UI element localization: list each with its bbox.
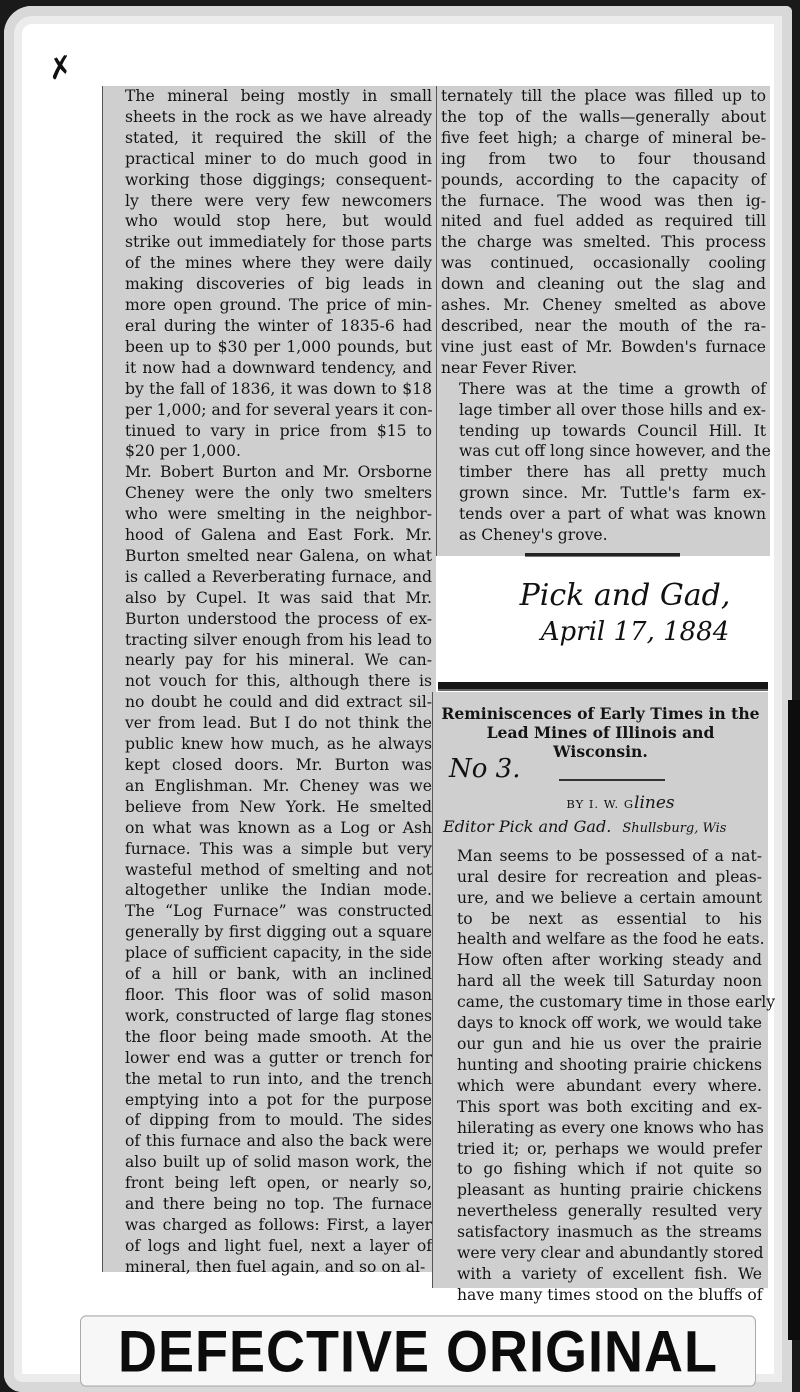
text-line: ure, and we believe a certain amount [457, 888, 762, 907]
text-line: believe from New York. He smelted [125, 797, 432, 816]
handwritten-source-note [480, 578, 770, 650]
paragraph-mineral-prices [107, 86, 432, 462]
text-line: also built up of solid mason work, the [125, 1153, 432, 1172]
text-line: the floor being made smooth. At the [125, 1027, 432, 1046]
text-line: There was at the time a growth of [459, 379, 766, 398]
text-line: have many times stood on the bluffs of [457, 1285, 763, 1304]
text-line: vine just east of Mr. Bowden's furnace [441, 337, 766, 356]
text-line: with a variety of excellent fish. We [457, 1264, 762, 1283]
salutation-handwritten-location: Shullsburg, Wis [622, 820, 727, 836]
text-line: nited and fuel added as required till [441, 212, 766, 231]
text-line: and there being no top. The furnace [125, 1195, 432, 1214]
text-line: by the fall of 1836, it was down to $18 [125, 379, 432, 398]
text-line: stated, it required the skill of the [125, 128, 432, 147]
text-line: generally by first digging out a square [125, 923, 432, 942]
text-line: tending up towards Council Hill. It [459, 421, 766, 440]
byline-handwritten: lines [634, 793, 675, 813]
text-line: grown since. Mr. Tuttle's farm ex- [459, 484, 766, 503]
text-line: near Fever River. [441, 358, 578, 377]
salutation [443, 817, 762, 840]
text-line: Mr. Bobert Burton and Mr. Orsborne [125, 463, 432, 482]
text-line: ashes. Mr. Cheney smelted as above [441, 296, 766, 315]
text-line: came, the customary time in those early [457, 993, 776, 1012]
text-line: the furnace. The wood was then ig- [441, 191, 766, 210]
text-line: ver from lead. But I do not think the [125, 714, 432, 733]
text-line: altogether unlike the Indian mode. [125, 881, 432, 900]
text-line: described, near the mouth of the ra- [441, 316, 766, 335]
section-divider-rule [525, 553, 680, 557]
text-line: Burton understood the process of ex- [125, 609, 432, 628]
right-column-continuation [436, 86, 770, 556]
article-headline: Reminiscences of Early Times in the Lead Mines of Illinois and Wisconsin. [441, 704, 760, 761]
text-line: also by Cupel. It was said that Mr. [125, 588, 432, 607]
text-line: Burton smelted near Galena, on what [125, 546, 432, 565]
text-line: The “Log Furnace” was constructed [125, 902, 432, 921]
text-line: lage timber all over those hills and ex- [459, 400, 766, 419]
text-line: mineral, then fuel again, and so on al- [125, 1257, 426, 1276]
text-line: the charge was smelted. This process [441, 233, 766, 252]
text-line: per 1,000; and for several years it con- [125, 400, 433, 419]
text-line: was continued, occasionally cooling [441, 254, 766, 273]
text-line: tried it; or, perhaps we would prefer [457, 1139, 762, 1158]
text-line: furnace. This was a simple but very [125, 839, 432, 858]
text-line: The mineral being mostly in small [125, 87, 432, 105]
text-line: emptying into a pot for the purpose [125, 1090, 432, 1109]
text-line: down and cleaning out the slag and [441, 275, 766, 294]
text-line: hard all the week till Saturday noon [457, 972, 762, 991]
text-line: timber there has all pretty much [459, 463, 766, 482]
text-line: eral during the winter of 1835-6 had [125, 316, 432, 335]
text-line: making discoveries of big leads in [125, 275, 432, 294]
text-line: no doubt he could and did extract sil- [125, 693, 432, 712]
text-line: front being left open, or nearly so, [125, 1174, 432, 1193]
text-line: were very clear and abundantly stored [457, 1244, 764, 1263]
text-line: wasteful method of smelting and not [125, 860, 432, 879]
text-line: This sport was both exciting and ex- [457, 1097, 762, 1116]
text-line: of this furnace and also the back were [125, 1132, 432, 1151]
text-line: lower end was a gutter or trench for [125, 1048, 432, 1067]
text-line: tracting silver enough from his lead to [125, 630, 432, 649]
article-column [432, 692, 776, 1304]
text-line: nevertheless generally resulted very [457, 1202, 762, 1221]
text-line: hilerating as every one knows who has [457, 1118, 764, 1137]
text-line: as Cheney's grove. [459, 526, 608, 545]
text-line: our gun and hie us over the prairie [457, 1034, 762, 1053]
text-line: kept closed doors. Mr. Burton was [125, 756, 432, 774]
text-line: working those diggings; consequent- [125, 170, 432, 189]
text-line: nearly pay for his mineral. We can- [125, 651, 432, 670]
paragraph-furnace-continued [441, 86, 766, 379]
text-line: the top of the walls—generally about [441, 107, 766, 126]
text-line: satisfactory inasmuch as the streams [457, 1223, 762, 1242]
text-line: is called a Reverberating furnace, and [125, 567, 432, 586]
text-line: of logs and light fuel, next a layer of [125, 1236, 432, 1255]
corner-check-mark-icon: ✗ [45, 49, 76, 88]
text-line: of the mines where they were daily [125, 254, 432, 273]
text-line: tends over a part of what was known [459, 505, 766, 524]
text-line: ly there were very few newcomers [125, 191, 432, 210]
text-line: an Englishman. Mr. Cheney was we [125, 776, 432, 795]
text-line: sheets in the rock as we have already [125, 107, 432, 126]
text-line: more open ground. The price of min- [125, 296, 432, 315]
text-line: public knew how much, as he always [125, 735, 432, 754]
text-line: days to knock off work, we would take [457, 1014, 762, 1033]
text-line: ternately till the place was filled up to [441, 87, 766, 105]
text-line: who were smelting in the neighbor- [125, 505, 432, 524]
paragraph-timber [441, 379, 771, 546]
text-line: was cut off long since however, and the [459, 442, 771, 461]
text-line: pleasant as hunting prairie chickens [457, 1181, 762, 1200]
text-line: it now had a downward tendency, and [125, 358, 432, 377]
text-line: which were abundant every where. [457, 1076, 762, 1095]
text-line: hood of Galena and East Fork. Mr. [125, 526, 432, 545]
text-line: floor. This floor was of solid mason [125, 985, 432, 1004]
text-line: been up to $30 per 1,000 pounds, but [125, 337, 432, 356]
byline-printed: BY I. W. G [566, 797, 635, 811]
text-line: to go fishing which if not quite so [457, 1160, 762, 1179]
text-line: the metal to run into, and the trench [125, 1069, 432, 1088]
salutation-printed: Editor Pick and Gad. [443, 816, 612, 836]
handwritten-source: Pick and Gad, [519, 578, 731, 613]
paragraph-recreation [439, 846, 765, 951]
handwritten-date: April 17, 1884 [540, 617, 730, 647]
text-line: to be next as essential to his [457, 909, 762, 928]
text-line: ing from two to four thousand [441, 149, 766, 168]
text-line: place of sufficient capacity, in the side [125, 944, 432, 963]
scan-edge-shadow [788, 700, 800, 1340]
text-line: on what was known as a Log or Ash [125, 818, 432, 837]
text-line: tinued to vary in price from $15 to [125, 421, 432, 440]
paragraph-smelters [107, 462, 432, 1277]
text-line: of a hill or bank, with an inclined [125, 965, 432, 984]
text-line: of dipping from to mould. The sides [125, 1111, 432, 1130]
text-line: Cheney were the only two smelters [125, 484, 432, 503]
text-line: practical miner to do much good in [125, 149, 432, 168]
text-line: How often after working steady and [457, 951, 762, 970]
byline [439, 793, 762, 815]
left-column [102, 86, 436, 1276]
text-line: work, constructed of large flag stones [125, 1006, 432, 1025]
text-line: hunting and shooting prairie chickens [457, 1055, 762, 1074]
text-line: Man seems to be possessed of a nat- [457, 846, 762, 865]
text-line: strike out immediately for those parts [125, 233, 432, 252]
byline-rule [559, 779, 665, 781]
text-line: health and welfare as the food he eats. [457, 930, 765, 949]
text-line: not vouch for this, although there is [125, 672, 432, 691]
text-line: pounds, according to the capacity of [441, 170, 766, 189]
text-line: $20 per 1,000. [125, 442, 241, 461]
article-heavy-rule [438, 682, 768, 691]
handwritten-issue-number: No 3. [449, 754, 521, 784]
text-line: who would stop here, but would [125, 212, 432, 231]
paragraph-hunting-fishing [439, 950, 776, 1305]
text-line: ural desire for recreation and pleas- [457, 867, 762, 886]
text-line: five feet high; a charge of mineral be- [441, 128, 766, 147]
text-line: was charged as follows: First, a layer [125, 1215, 432, 1234]
defective-original-stamp: DEFECTIVE ORIGINAL [80, 1315, 756, 1386]
byline-row [439, 754, 762, 791]
